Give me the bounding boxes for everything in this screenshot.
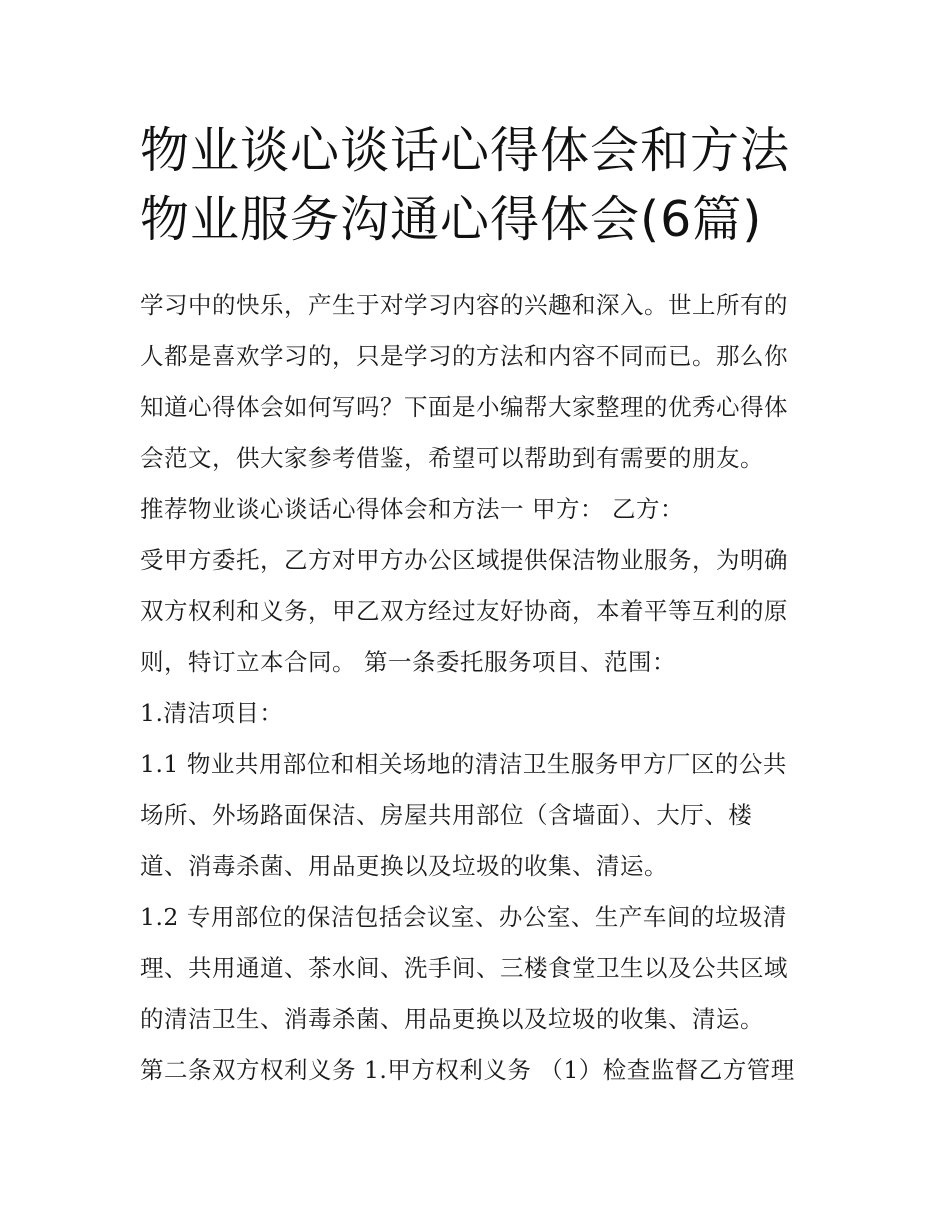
text-line: 1.清洁项目： — [140, 699, 284, 727]
title-line-1: 物业谈心谈话心得体会和方法 — [140, 122, 791, 179]
text-line: 推荐物业谈心谈话心得体会和方法一 甲方： 乙方： — [140, 495, 684, 523]
recommend-heading-paragraph — [140, 484, 815, 535]
section-1-heading — [140, 688, 815, 739]
text-line: 1.2 专用部位的保洁包括会议室、办公室、生产车间的垃圾清 — [140, 903, 787, 931]
text-line: 第二条双方权利义务 1.甲方权利义务 （1）检查监督乙方管理 — [140, 1056, 795, 1084]
contract-intro-paragraph — [140, 535, 815, 688]
section-1-2-paragraph — [140, 892, 815, 1045]
text-line: 学习中的快乐，产生于对学习内容的兴趣和深入。世上所有的 — [140, 291, 788, 319]
text-line: 则，特订立本合同。 第一条委托服务项目、范围： — [140, 648, 676, 676]
document-body — [140, 280, 815, 1096]
intro-paragraph — [140, 280, 815, 484]
text-line: 会范文，供大家参考借鉴，希望可以帮助到有需要的朋友。 — [140, 444, 764, 472]
section-1-1-paragraph — [140, 739, 815, 892]
text-line: 场所、外场路面保洁、房屋共用部位（含墙面）、大厅、楼 — [140, 801, 753, 829]
title-line-2: 物业服务沟通心得体会(6篇) — [140, 191, 763, 248]
text-line: 知道心得体会如何写吗？下面是小编帮大家整理的优秀心得体 — [140, 393, 788, 421]
text-line: 双方权利和义务，甲乙双方经过友好协商，本着平等互利的原 — [140, 597, 788, 625]
text-line: 道、消毒杀菌、用品更换以及垃圾的收集、清运。 — [140, 852, 668, 880]
text-line: 受甲方委托，乙方对甲方办公区域提供保洁物业服务，为明确 — [140, 546, 788, 574]
text-line: 的清洁卫生、消毒杀菌、用品更换以及垃圾的收集、清运。 — [140, 1005, 764, 1033]
text-line: 人都是喜欢学习的，只是学习的方法和内容不同而已。那么你 — [140, 342, 788, 370]
text-line: 1.1 物业共用部位和相关场地的清洁卫生服务甲方厂区的公共 — [140, 750, 787, 778]
document-title — [140, 116, 820, 254]
text-line: 理、共用通道、茶水间、洗手间、三楼食堂卫生以及公共区域 — [140, 954, 788, 982]
article-2-paragraph — [140, 1045, 815, 1096]
